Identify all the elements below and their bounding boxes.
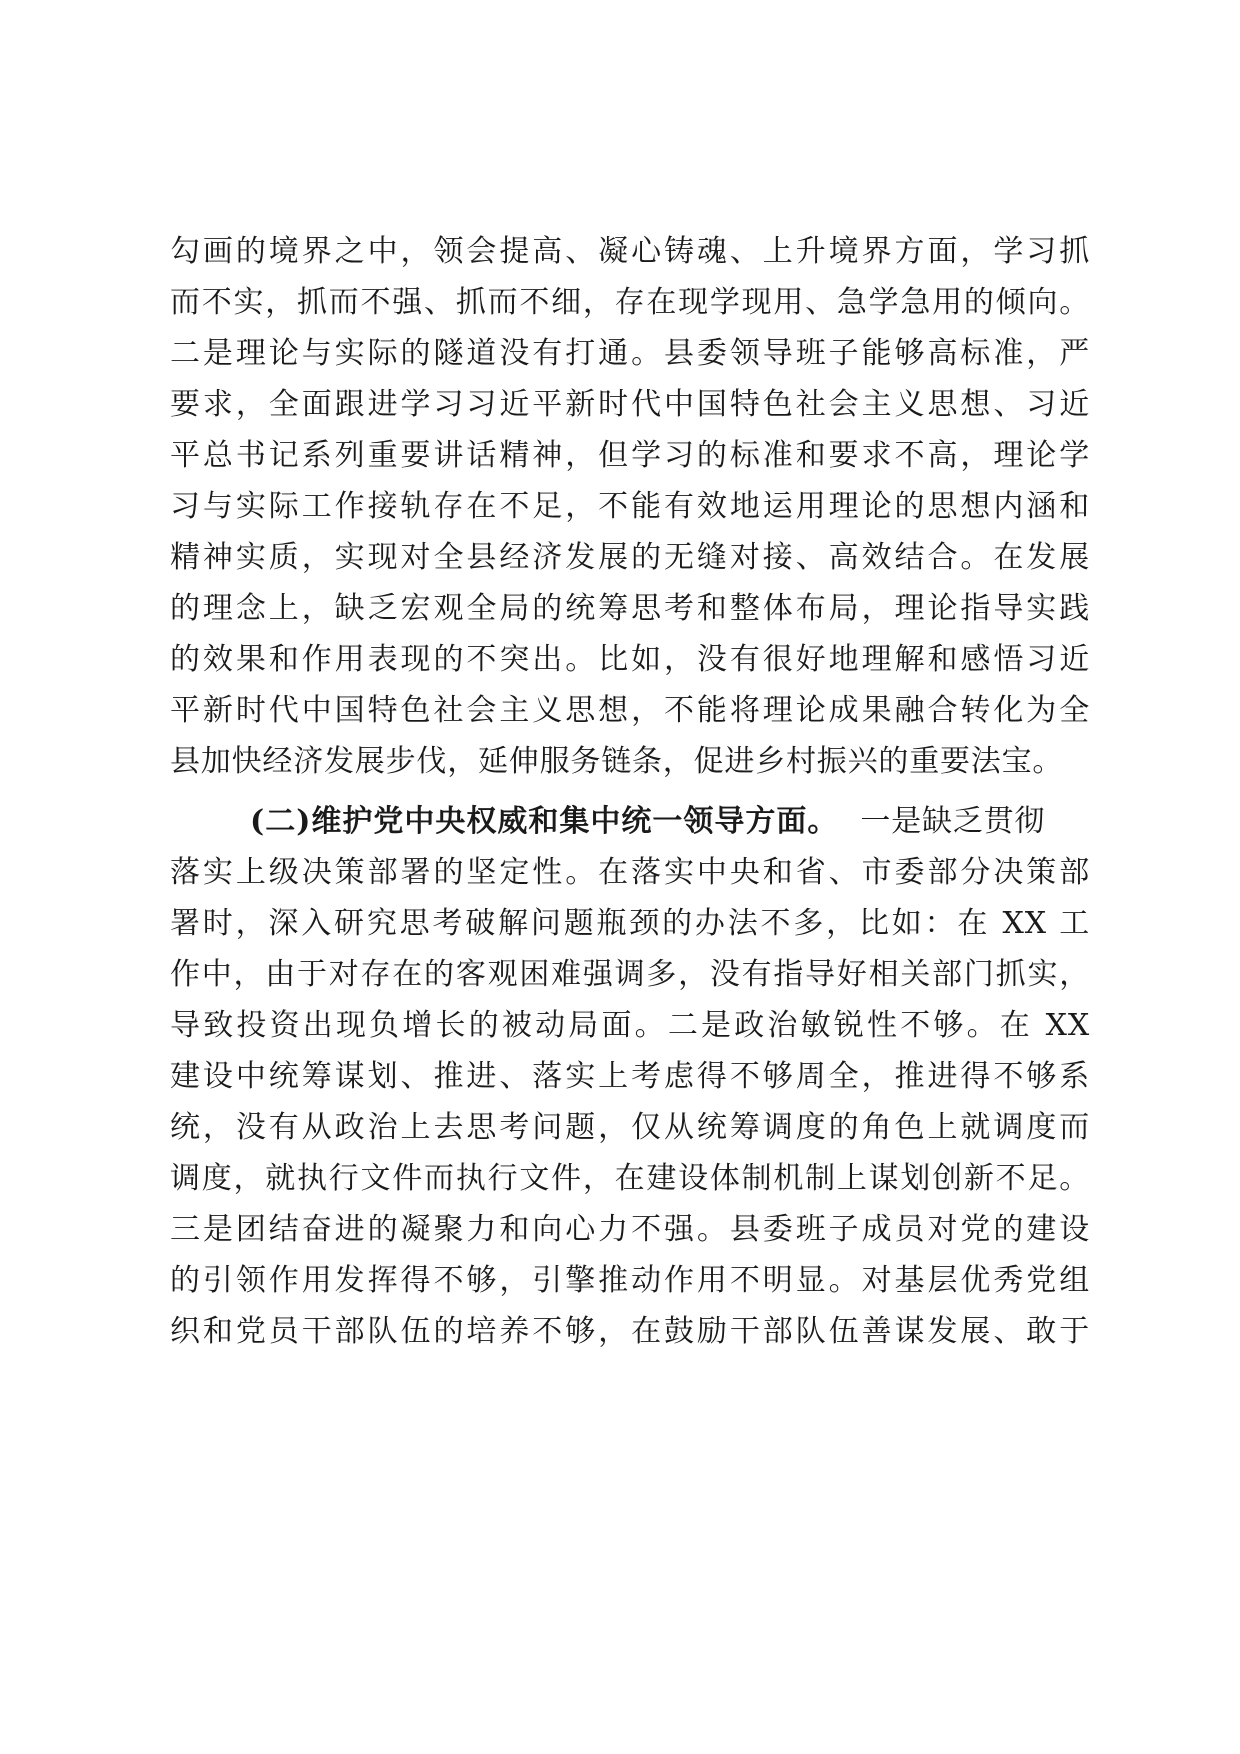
text-line: 署时，深入研究思考破解问题瓶颈的办法不多，比如：在 XX 工 (170, 906, 1090, 941)
text-line: 建设中统筹谋划、推进、落实上考虑得不够周全，推进得不够系 (170, 1059, 1090, 1094)
text-line: 的理念上，缺乏宏观全局的统筹思考和整体布局，理论指导实践 (170, 591, 1090, 626)
paragraph-theory-learning (170, 226, 1090, 787)
text-line: 的效果和作用表现的不突出。比如，没有很好地理解和感悟习近 (170, 642, 1090, 677)
text-line: 统，没有从政治上去思考问题，仅从统筹调度的角色上就调度而 (170, 1110, 1090, 1145)
text-line: 调度，就执行文件而执行文件，在建设体制机制上谋划创新不足。 (170, 1161, 1090, 1196)
text-line: 县加快经济发展步伐，延伸服务链条，促进乡村振兴的重要法宝。 (170, 744, 1064, 779)
text-line: 而不实，抓而不强、抓而不细，存在现学现用、急学急用的倾向。 (170, 285, 1090, 320)
document-body (170, 226, 1090, 1357)
text-line: 勾画的境界之中，领会提高、凝心铸魂、上升境界方面，学习抓 (170, 234, 1090, 269)
text-line: 习与实际工作接轨存在不足，不能有效地运用理论的思想内涵和 (170, 489, 1090, 524)
text-line: 落实上级决策部署的坚定性。在落实中央和省、市委部分决策部 (170, 855, 1090, 890)
text-line: 作中，由于对存在的客观困难强调多，没有指导好相关部门抓实， (170, 957, 1090, 992)
text-line: 三是团结奋进的凝聚力和向心力不强。县委班子成员对党的建设 (170, 1212, 1090, 1247)
paragraph-central-authority (170, 796, 1090, 1357)
text-line: 平新时代中国特色社会主义思想，不能将理论成果融合转化为全 (170, 693, 1090, 728)
text-line: 要求，全面跟进学习习近平新时代中国特色社会主义思想、习近 (170, 387, 1090, 422)
section-heading-line (170, 796, 1090, 847)
text-line: 平总书记系列重要讲话精神，但学习的标准和要求不高，理论学 (170, 438, 1090, 473)
section-heading: (二)维护党中央权威和集中统一领导方面。 (250, 804, 839, 839)
text-line: 织和党员干部队伍的培养不够，在鼓励干部队伍善谋发展、敢于 (170, 1314, 1090, 1349)
text-line: 精神实质，实现对全县经济发展的无缝对接、高效结合。在发展 (170, 540, 1090, 575)
text-line-start: 一是缺乏贯彻 (860, 804, 1046, 839)
text-line: 二是理论与实际的隧道没有打通。县委领导班子能够高标准，严 (170, 336, 1090, 371)
paragraph-spacer (170, 787, 1090, 796)
text-line: 导致投资出现负增长的被动局面。二是政治敏锐性不够。在 XX (170, 1008, 1090, 1043)
text-line: 的引领作用发挥得不够，引擎推动作用不明显。对基层优秀党组 (170, 1263, 1090, 1298)
